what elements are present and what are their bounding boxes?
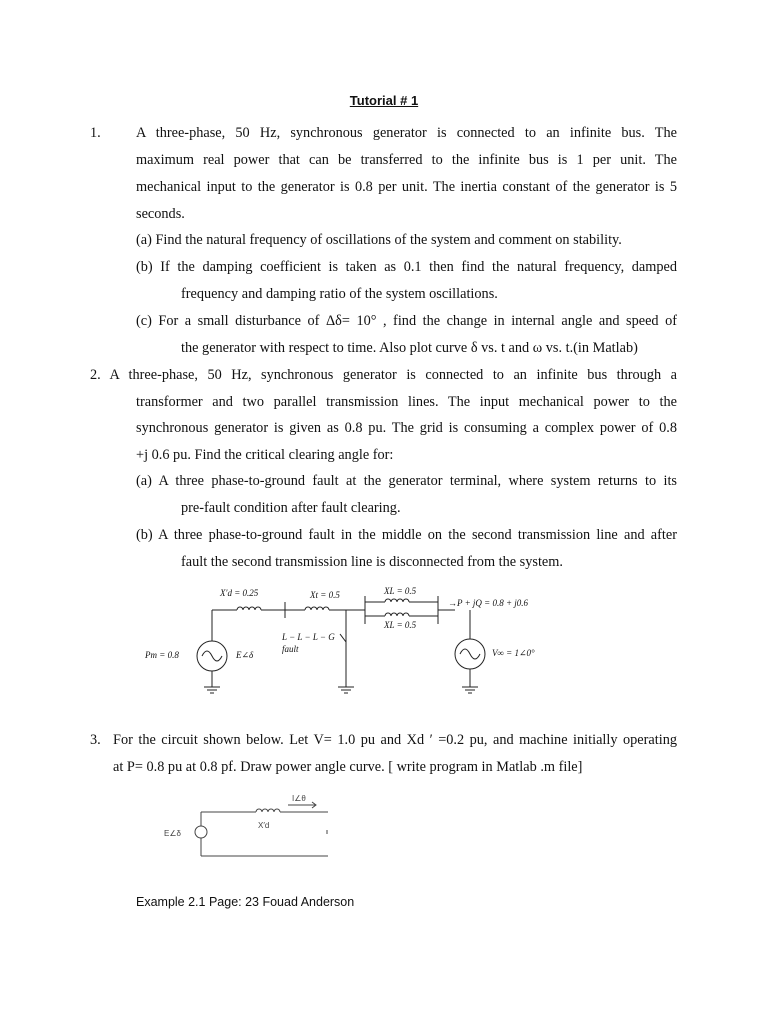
q3-number: 3. [90,732,101,748]
fault-type-label: L − L − L − G [282,632,335,642]
power-system-diagram [140,582,560,702]
emf-label: E∠δ [236,650,254,660]
footer-reference: Example 2.1 Page: 23 Fouad Anderson [136,895,355,909]
q1-line: mechanical input to the generator is 0.8 per unit. The inertia constant of the generator is 5 [136,179,677,195]
q2-part-a: pre-fault condition after fault clearing. [181,500,401,516]
emf-label: E∠δ [164,829,181,838]
q1-part-b: (b) If the damping coefficient is taken as 0.1 then find the natural frequency, damped [136,259,677,275]
q2-line: +j 0.6 pu. Find the critical clearing angle for: [136,447,394,463]
q1-number: 1. [90,125,101,141]
xl2-label: XL = 0.5 [384,620,417,630]
q2-part-b: (b) A three phase-to-ground fault in the middle on the second transmission line and after [136,527,677,543]
q3-line: at P= 0.8 pu at 0.8 pf. Draw power angle curve. [ write program in Matlab .m file] [113,759,583,775]
q2-line: 2. A three-phase, 50 Hz, synchronous generator is connected to an infinite bus through a [90,367,677,383]
q1-line: A three-phase, 50 Hz, synchronous generator is connected to an infinite bus. The [136,125,677,141]
page-title: Tutorial # 1 [349,93,419,108]
vinf-label: V∞ = 1∠0° [492,648,535,658]
xt-label: Xt = 0.5 [310,590,340,600]
pm-label: Pm = 0.8 [145,650,179,660]
q1-part-c: (c) For a small disturbance of Δδ= 10° , find the change in internal angle and speed of [136,313,677,329]
q1-line: maximum real power that can be transferred to the infinite bus is 1 per unit. The [136,152,677,168]
q2-line: synchronous generator is given as 0.8 pu. The grid is consuming a complex power of 0.8 [136,420,677,436]
q2-line: transformer and two parallel transmission lines. The input mechanical power to the [136,394,677,410]
machine-circuit-diagram [160,790,340,860]
q2-part-a: (a) A three phase-to-ground fault at the generator terminal, where system returns to its [136,473,677,489]
load-label: →P + jQ = 0.8 + j0.6 [448,598,529,608]
q1-part-c: the generator with respect to time. Also plot curve δ vs. t and ω vs. t.(in Matlab) [181,340,638,356]
q1-line: seconds. [136,206,185,222]
reactance-label: X′d [258,821,270,830]
q2-part-b: fault the second transmission line is disconnected from the system. [181,554,563,570]
xl1-label: XL = 0.5 [384,586,417,596]
q1-part-b: frequency and damping ratio of the system oscillations. [181,286,498,302]
q1-part-a: (a) Find the natural frequency of oscillations of the system and comment on stability. [136,232,622,248]
fault-label: fault [282,644,299,654]
q3-line: For the circuit shown below. Let V= 1.0 pu and Xd ′ =0.2 pu, and machine initially operating [113,732,677,748]
xd-label: X′d = 0.25 [220,588,259,598]
current-label: I∠θ [292,794,306,803]
